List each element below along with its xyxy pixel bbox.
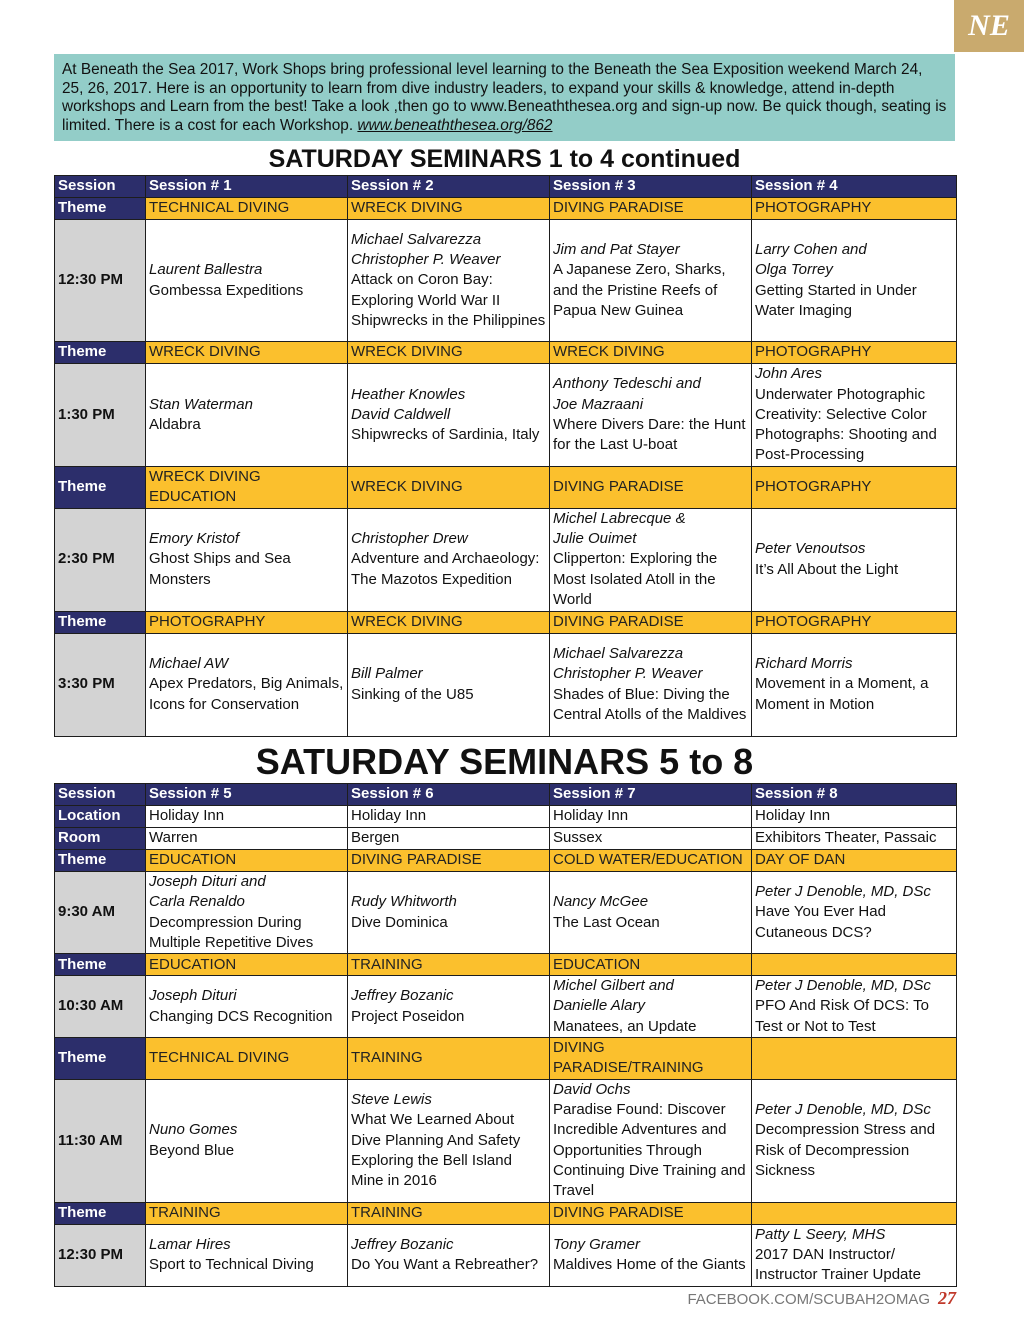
seminar-title: 2017 DAN Instructor/ Instructor Trainer Update (755, 1245, 921, 1284)
seminar-cell (348, 508, 550, 611)
theme-cell: DIVING PARADISE (550, 198, 752, 220)
speaker-name: Peter J Denoble, MD, DSc (755, 1101, 931, 1119)
speaker-name: Peter J Denoble, MD, DSc (755, 883, 931, 901)
theme-label: Theme (55, 954, 146, 976)
seminar-title: Manatees, an Update (553, 1017, 697, 1035)
schedule-table-2 (54, 783, 957, 1287)
speaker-name: Michael Salvarezza Christopher P. Weaver (351, 230, 501, 269)
speaker-name: Richard Morris (755, 655, 853, 673)
header-session-1: Session # 5 (146, 784, 348, 806)
theme-label: Theme (55, 342, 146, 364)
seminar-title: Clipperton: Exploring the Most Isolated Atoll in the World (553, 550, 718, 609)
theme-label: Theme (55, 850, 146, 872)
seminar-cell (348, 364, 550, 467)
room-cell: Sussex (550, 828, 752, 850)
seminar-title: Decompression During Multiple Repetitive Dives (149, 913, 314, 951)
speaker-name: Stan Waterman (149, 395, 253, 413)
theme-cell: WRECK DIVING (348, 611, 550, 633)
theme-cell (752, 954, 957, 976)
theme-row (55, 467, 957, 509)
seminar-cell (348, 872, 550, 954)
time-slot-row (55, 976, 957, 1038)
seminar-title: What We Learned About Dive Planning And Safety Exploring the Bell Island Mine in 2016 (351, 1111, 521, 1190)
seminar-title: Paradise Found: Discover Incredible Adventures and Opportunities Through Continuing Dive Training and Travel (553, 1101, 746, 1200)
speaker-name: Bill Palmer (351, 665, 423, 683)
seminar-title: Attack on Coron Bay: Exploring World War II Shipwrecks in the Philippines (351, 271, 546, 329)
seminar-title: Maldives Home of the Giants (553, 1256, 746, 1274)
time-slot-row (55, 364, 957, 467)
seminar-title: Ghost Ships and Sea Monsters (149, 550, 291, 588)
speaker-name: Rudy Whitworth (351, 893, 457, 911)
seminar-title: Changing DCS Recognition (149, 1007, 333, 1025)
seminar-cell (146, 508, 348, 611)
speaker-name: Peter J Denoble, MD, DSc (755, 977, 931, 995)
speaker-name: John Ares (755, 365, 822, 383)
footer-text: FACEBOOK.COM/SCUBAH2OMAG (687, 1291, 930, 1308)
speaker-name: Michel Labrecque & Julie Ouimet (553, 509, 686, 548)
header-session-label: Session (55, 176, 146, 198)
intro-text: At Beneath the Sea 2017, Work Shops bring professional level learning to the Beneath the Sea Exposition weekend March 24, 25, 26, 2017. Here is an opportunity to learn from dive industry leaders, to expand your skills & knowledge, attend in-depth workshops and Learn from the best! Take a look ,then go to www.Beneaththesea.org and sign-up now. Be quick though, seating is limited. There is a cost for each Workshop. (62, 61, 947, 134)
seminar-cell (752, 976, 957, 1038)
time-cell: 12:30 PM (55, 1224, 146, 1286)
seminar-title: Dive Dominica (351, 913, 448, 931)
speaker-name: Jeffrey Bozanic (351, 987, 454, 1005)
speaker-name: Larry Cohen and Olga Torrey (755, 240, 867, 279)
seminar-title: A Japanese Zero, Sharks, and the Pristine Reefs of Papua New Guinea (553, 261, 726, 319)
seminar-title: Decompression Stress and Risk of Decompression Sickness (755, 1121, 936, 1179)
time-slot-row (55, 633, 957, 736)
location-cell: Holiday Inn (752, 806, 957, 828)
theme-cell: WRECK DIVING (550, 342, 752, 364)
theme-cell: TECHNICAL DIVING (146, 1038, 348, 1080)
speaker-name: Jim and Pat Stayer (553, 240, 680, 258)
time-slot-row (55, 872, 957, 954)
location-label: Location (55, 806, 146, 828)
seminar-cell (550, 872, 752, 954)
theme-row (55, 342, 957, 364)
room-row (55, 828, 957, 850)
seminar-cell (550, 976, 752, 1038)
header-session-3: Session # 3 (550, 176, 752, 198)
table-header-row (55, 176, 957, 198)
table-header-row (55, 784, 957, 806)
header-session-2: Session # 6 (348, 784, 550, 806)
seminar-title: It’s All About the Light (755, 560, 899, 578)
seminar-cell (550, 1224, 752, 1286)
theme-row (55, 1038, 957, 1080)
theme-cell (752, 1038, 957, 1080)
time-cell: 11:30 AM (55, 1079, 146, 1202)
theme-cell: DIVING PARADISE (550, 1202, 752, 1224)
corner-tag: NE (954, 0, 1024, 52)
speaker-name: Joseph Dituri and Carla Renaldo (149, 873, 266, 911)
speaker-name: Patty L Seery, MHS (755, 1225, 886, 1243)
seminar-cell (550, 633, 752, 736)
seminar-cell (752, 1079, 957, 1202)
theme-cell: DIVING PARADISE (550, 467, 752, 509)
seminar-title: Getting Started in Under Water Imaging (755, 281, 917, 319)
seminar-cell (752, 508, 957, 611)
theme-cell: EDUCATION (146, 850, 348, 872)
seminar-title: Shades of Blue: Diving the Central Atolls of the Maldives (553, 685, 747, 723)
theme-cell: TRAINING (348, 954, 550, 976)
room-cell: Exhibitors Theater, Passaic (752, 828, 957, 850)
time-cell: 10:30 AM (55, 976, 146, 1038)
theme-cell: DIVING PARADISE (348, 850, 550, 872)
speaker-name: Christopher Drew (351, 530, 468, 548)
section1-title: SATURDAY SEMINARS 1 to 4 continued (268, 145, 741, 173)
theme-cell: WRECK DIVING (348, 467, 550, 509)
speaker-name: Michel Gilbert and Danielle Alary (553, 977, 674, 1015)
theme-row (55, 198, 957, 220)
seminar-cell (146, 1079, 348, 1202)
speaker-name: Emory Kristof (149, 530, 240, 548)
theme-cell: EDUCATION (146, 954, 348, 976)
time-slot-row (55, 1079, 957, 1202)
seminar-cell (146, 976, 348, 1038)
seminar-cell (348, 1079, 550, 1202)
room-cell: Bergen (348, 828, 550, 850)
theme-cell: DAY OF DAN (752, 850, 957, 872)
seminar-cell (348, 220, 550, 342)
location-cell: Holiday Inn (550, 806, 752, 828)
speaker-name: Michael Salvarezza Christopher P. Weaver (553, 645, 703, 683)
seminar-cell (146, 633, 348, 736)
seminar-title: Aldabra (149, 416, 201, 433)
schedule-table-1 (54, 175, 957, 737)
header-session-4: Session # 4 (752, 176, 957, 198)
speaker-name: Laurent Ballestra (149, 261, 263, 279)
time-cell: 9:30 AM (55, 872, 146, 954)
seminar-title: Shipwrecks of Sardinia, Italy (351, 426, 540, 444)
theme-label: Theme (55, 467, 146, 509)
theme-row (55, 850, 957, 872)
room-cell: Warren (146, 828, 348, 850)
time-slot-row (55, 1224, 957, 1286)
time-cell: 2:30 PM (55, 508, 146, 611)
time-cell: 12:30 PM (55, 220, 146, 342)
time-cell: 3:30 PM (55, 633, 146, 736)
theme-row (55, 1202, 957, 1224)
location-cell: Holiday Inn (146, 806, 348, 828)
time-slot-row (55, 220, 957, 342)
seminar-cell (550, 364, 752, 467)
header-session-4: Session # 8 (752, 784, 957, 806)
seminar-cell (752, 364, 957, 467)
seminar-cell (752, 220, 957, 342)
seminar-title: Do You Want a Rebreather? (351, 1256, 539, 1274)
theme-cell: WRECK DIVING (348, 342, 550, 364)
header-session-1: Session # 1 (146, 176, 348, 198)
speaker-name: David Ochs (553, 1080, 631, 1098)
theme-cell: WRECK DIVING EDUCATION (146, 467, 348, 509)
seminar-cell (146, 220, 348, 342)
seminar-cell (146, 872, 348, 954)
speaker-name: Peter Venoutsos (755, 540, 866, 558)
speaker-name: Nuno Gomes (149, 1121, 238, 1139)
theme-cell: WRECK DIVING (348, 198, 550, 220)
theme-label: Theme (55, 611, 146, 633)
theme-label: Theme (55, 1038, 146, 1080)
seminar-cell (752, 633, 957, 736)
speaker-name: Nancy McGee (553, 893, 649, 911)
theme-cell: PHOTOGRAPHY (752, 198, 957, 220)
seminar-title: Gombessa Expeditions (149, 281, 304, 299)
seminar-title: Apex Predators, Big Animals, Icons for Conservation (149, 675, 344, 713)
seminar-cell (550, 1079, 752, 1202)
theme-cell: TRAINING (146, 1202, 348, 1224)
seminar-title: Underwater Photographic Creativity: Selective Color Photographs: Shooting and Post-Processing (755, 385, 937, 464)
speaker-name: Lamar Hires (149, 1235, 231, 1253)
speaker-name: Michael AW (149, 655, 229, 673)
theme-cell: EDUCATION (550, 954, 752, 976)
section2-title: SATURDAY SEMINARS 5 to 8 (255, 741, 754, 782)
theme-label: Theme (55, 1202, 146, 1224)
seminar-title: Sport to Technical Diving (149, 1256, 314, 1274)
speaker-name: Steve Lewis (351, 1090, 432, 1108)
theme-cell: DIVING PARADISE/TRAINING (550, 1038, 752, 1080)
theme-cell: TRAINING (348, 1202, 550, 1224)
theme-cell: PHOTOGRAPHY (752, 342, 957, 364)
time-cell: 1:30 PM (55, 364, 146, 467)
seminar-cell (348, 1224, 550, 1286)
page-number: 27 (938, 1288, 956, 1308)
theme-cell: PHOTOGRAPHY (752, 611, 957, 633)
speaker-name: Heather Knowles David Caldwell (351, 385, 466, 423)
seminar-cell (146, 1224, 348, 1286)
theme-row (55, 611, 957, 633)
time-slot-row (55, 508, 957, 611)
theme-cell: DIVING PARADISE (550, 611, 752, 633)
footer (600, 1288, 956, 1309)
speaker-name: Joseph Dituri (149, 987, 237, 1005)
header-session-3: Session # 7 (550, 784, 752, 806)
theme-cell: COLD WATER/EDUCATION (550, 850, 752, 872)
theme-cell: TECHNICAL DIVING (146, 198, 348, 220)
header-session-2: Session # 2 (348, 176, 550, 198)
theme-row (55, 954, 957, 976)
seminar-title: Where Divers Dare: the Hunt for the Last U-boat (553, 416, 746, 454)
seminar-cell (348, 976, 550, 1038)
theme-label: Theme (55, 198, 146, 220)
seminar-title: Project Poseidon (351, 1007, 465, 1025)
seminar-title: Movement in a Moment, a Moment in Motion (755, 675, 929, 713)
speaker-name: Anthony Tedeschi and Joe Mazraani (553, 375, 701, 413)
speaker-name: Tony Gramer (553, 1235, 640, 1253)
seminar-cell (752, 1224, 957, 1286)
seminar-title: Have You Ever Had Cutaneous DCS? (755, 903, 886, 941)
seminar-title: PFO And Risk Of DCS: To Test or Not to Test (755, 997, 929, 1035)
seminar-cell (550, 220, 752, 342)
intro-box (54, 54, 955, 141)
theme-cell: TRAINING (348, 1038, 550, 1080)
seminar-title: Adventure and Archaeology: The Mazotos Expedition (351, 550, 540, 588)
theme-cell: WRECK DIVING (146, 342, 348, 364)
seminar-cell (146, 364, 348, 467)
seminar-title: The Last Ocean (553, 913, 660, 931)
theme-cell: PHOTOGRAPHY (146, 611, 348, 633)
room-label: Room (55, 828, 146, 850)
theme-cell (752, 1202, 957, 1224)
header-session-label: Session (55, 784, 146, 806)
seminar-cell (348, 633, 550, 736)
seminar-title: Beyond Blue (149, 1141, 235, 1159)
seminar-title: Sinking of the U85 (351, 685, 474, 703)
speaker-name: Jeffrey Bozanic (351, 1235, 454, 1253)
theme-cell: PHOTOGRAPHY (752, 467, 957, 509)
location-row (55, 806, 957, 828)
location-cell: Holiday Inn (348, 806, 550, 828)
seminar-cell (752, 872, 957, 954)
intro-link[interactable]: www.beneaththesea.org/862 (357, 116, 553, 134)
seminar-cell (550, 508, 752, 611)
